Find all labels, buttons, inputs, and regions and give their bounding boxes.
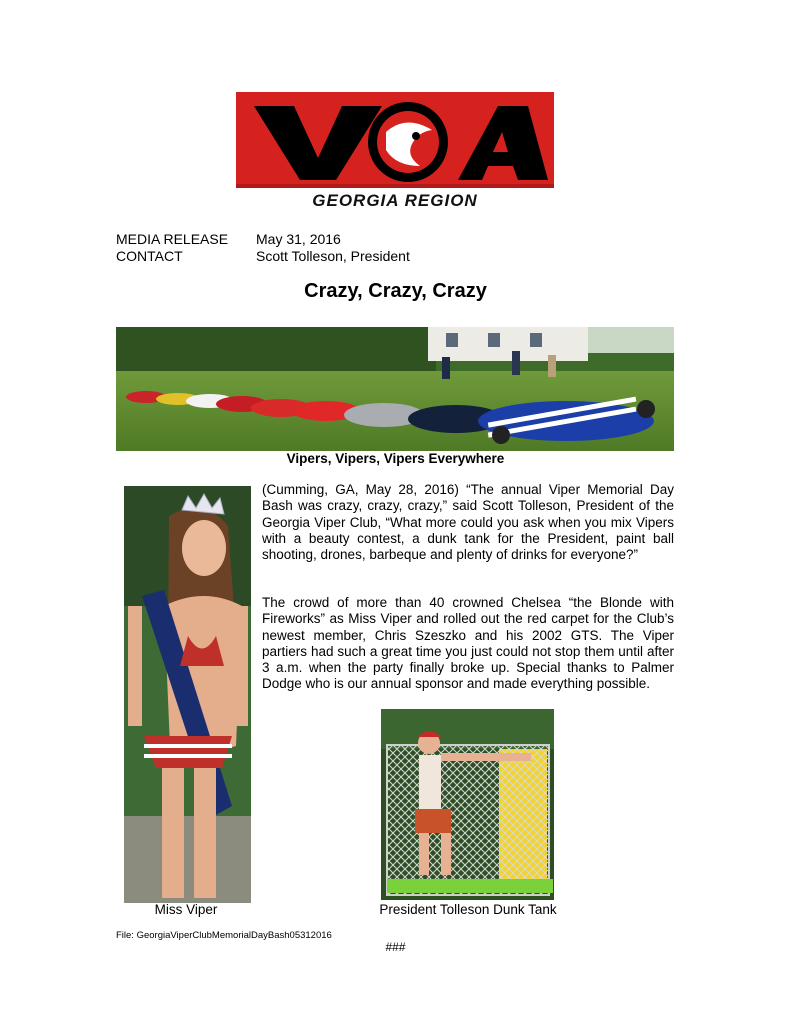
vca-georgia-region-logo: [236, 92, 554, 210]
contact-name: Scott Tolleson, President: [256, 248, 410, 264]
media-release-label: MEDIA RELEASE: [116, 231, 229, 247]
vipers-banner-photo: [116, 327, 674, 451]
miss-viper-photo: [124, 486, 251, 903]
contact-label: CONTACT: [116, 248, 183, 264]
body-paragraph-1: (Cumming, GA, May 28, 2016) “The annual Viper Memorial Day Bash was crazy, crazy, crazy,” said Scott Tolleson, President of the Georgia Viper Club, “What more could you ask when you mix Vipers with a beauty contest, a dunk tank for the President, paint ball shooting, drones, barbeque and plenty of drinks for everyone?”: [262, 482, 674, 563]
miss-viper-caption: Miss Viper: [154, 902, 218, 917]
headline: Crazy, Crazy, Crazy: [304, 280, 487, 302]
logo-region-text: GEORGIA REGION: [312, 191, 478, 210]
banner-caption: Vipers, Vipers, Vipers Everywhere: [286, 451, 505, 466]
body-paragraph-2: The crowd of more than 40 crowned Chelsea “the Blonde with Fireworks” as Miss Viper and rolled out the red carpet for the Club’s newest member, Chris Szeszko and his 2002 GTS. The Viper partiers had such a great time you just could not stop them until after 3 a.m. when the party finally broke up. Special thanks to Palmer Dodge who is our annual sponsor and made everything possible.: [262, 595, 674, 692]
end-mark: ###: [385, 940, 406, 954]
dunk-tank-caption: President Tolleson Dunk Tank: [379, 902, 557, 917]
file-reference: File: GeorgiaViperClubMemorialDayBash05312016: [116, 930, 332, 941]
dunk-tank-photo: [381, 709, 554, 900]
release-date: May 31, 2016: [256, 231, 341, 247]
